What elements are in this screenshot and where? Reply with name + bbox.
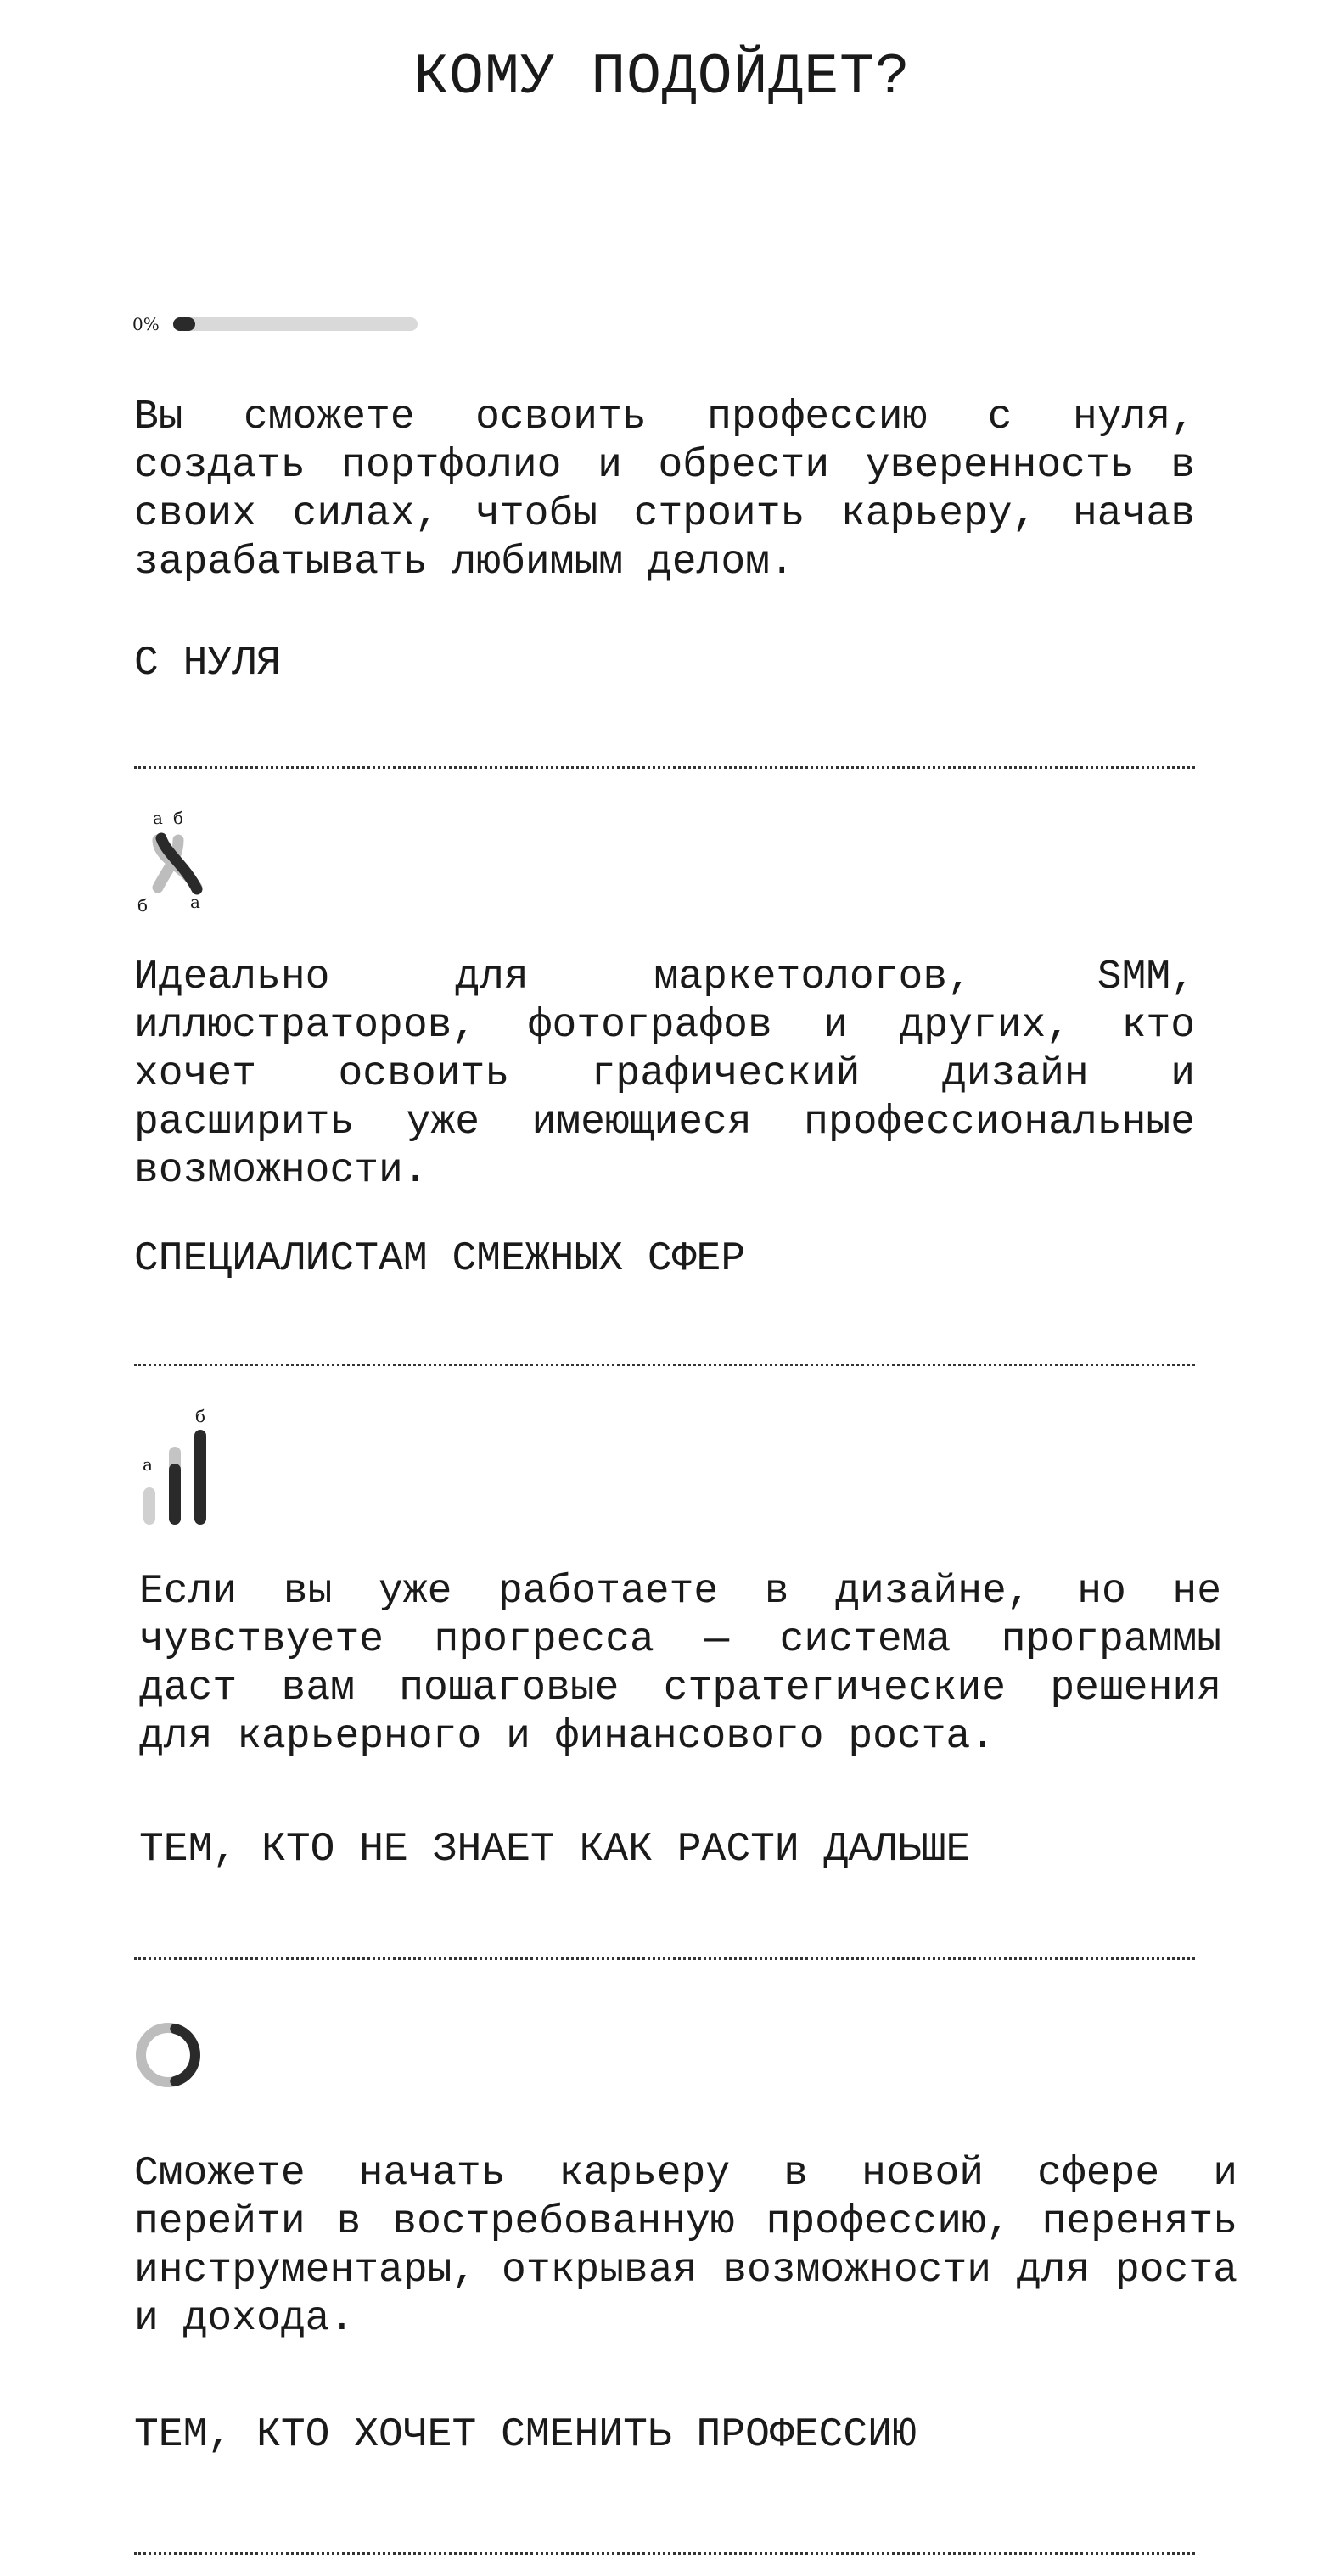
crossing-letter-bottom-right: а (190, 892, 200, 912)
crossing-letter-bottom-left: б (137, 895, 149, 916)
block-label-grow-further: ТЕМ, КТО НЕ ЗНАЕТ КАК РАСТИ ДАЛЬШЕ (139, 1827, 971, 1873)
block-label-change-profession: ТЕМ, КТО ХОЧЕТ СМЕНИТЬ ПРОФЕССИЮ (134, 2412, 917, 2458)
block-label-related-fields: СПЕЦИАЛИСТАМ СМЕЖНЫХ СФЕР (134, 1236, 746, 1282)
block-label-from-scratch: С НУЛЯ (134, 641, 281, 686)
crossing-lines-icon (132, 803, 214, 918)
ring-icon (132, 2019, 204, 2091)
block-description-related-fields: Идеально для маркетологов, SMM, иллюстраторов, фотографов и других, кто хочет освоить графический дизайн и расширить уже имеющиеся профессиональные возможности. (134, 955, 1195, 1194)
block-description-change-profession: Сможете начать карьеру в новой сфере и перейти в востребованную профессию, перенять инструментары, открывая возможности для роста и дохода. (134, 2151, 1237, 2342)
crossing-letter-top-left: а (153, 808, 163, 828)
progress-track (173, 317, 418, 331)
crossing-letter-top-right: б (173, 808, 184, 828)
block-description-grow-further: Если вы уже работаете в дизайне, но не чувствуете прогресса — система программы даст вам пошаговые стратегические решения для карьерного и финансового роста. (139, 1569, 1221, 1760)
divider (134, 1957, 1195, 1960)
progress-percent-label: 0% (132, 314, 160, 334)
growth-letter-b: б (195, 1406, 206, 1426)
page-title: КОМУ ПОДОЙДЕТ? (413, 45, 911, 110)
growth-letter-a: а (143, 1454, 153, 1475)
progress-fill (173, 317, 195, 331)
growth-bars-icon (134, 1402, 216, 1529)
divider (134, 1364, 1195, 1366)
progress-bar-icon (132, 311, 421, 338)
divider (134, 2552, 1195, 2555)
block-description-from-scratch: Вы сможете освоить профессию с нуля, создать портфолио и обрести уверенность в своих силах, чтобы строить карьеру, начав зарабатывать любимым делом. (134, 395, 1195, 585)
divider (134, 766, 1195, 769)
